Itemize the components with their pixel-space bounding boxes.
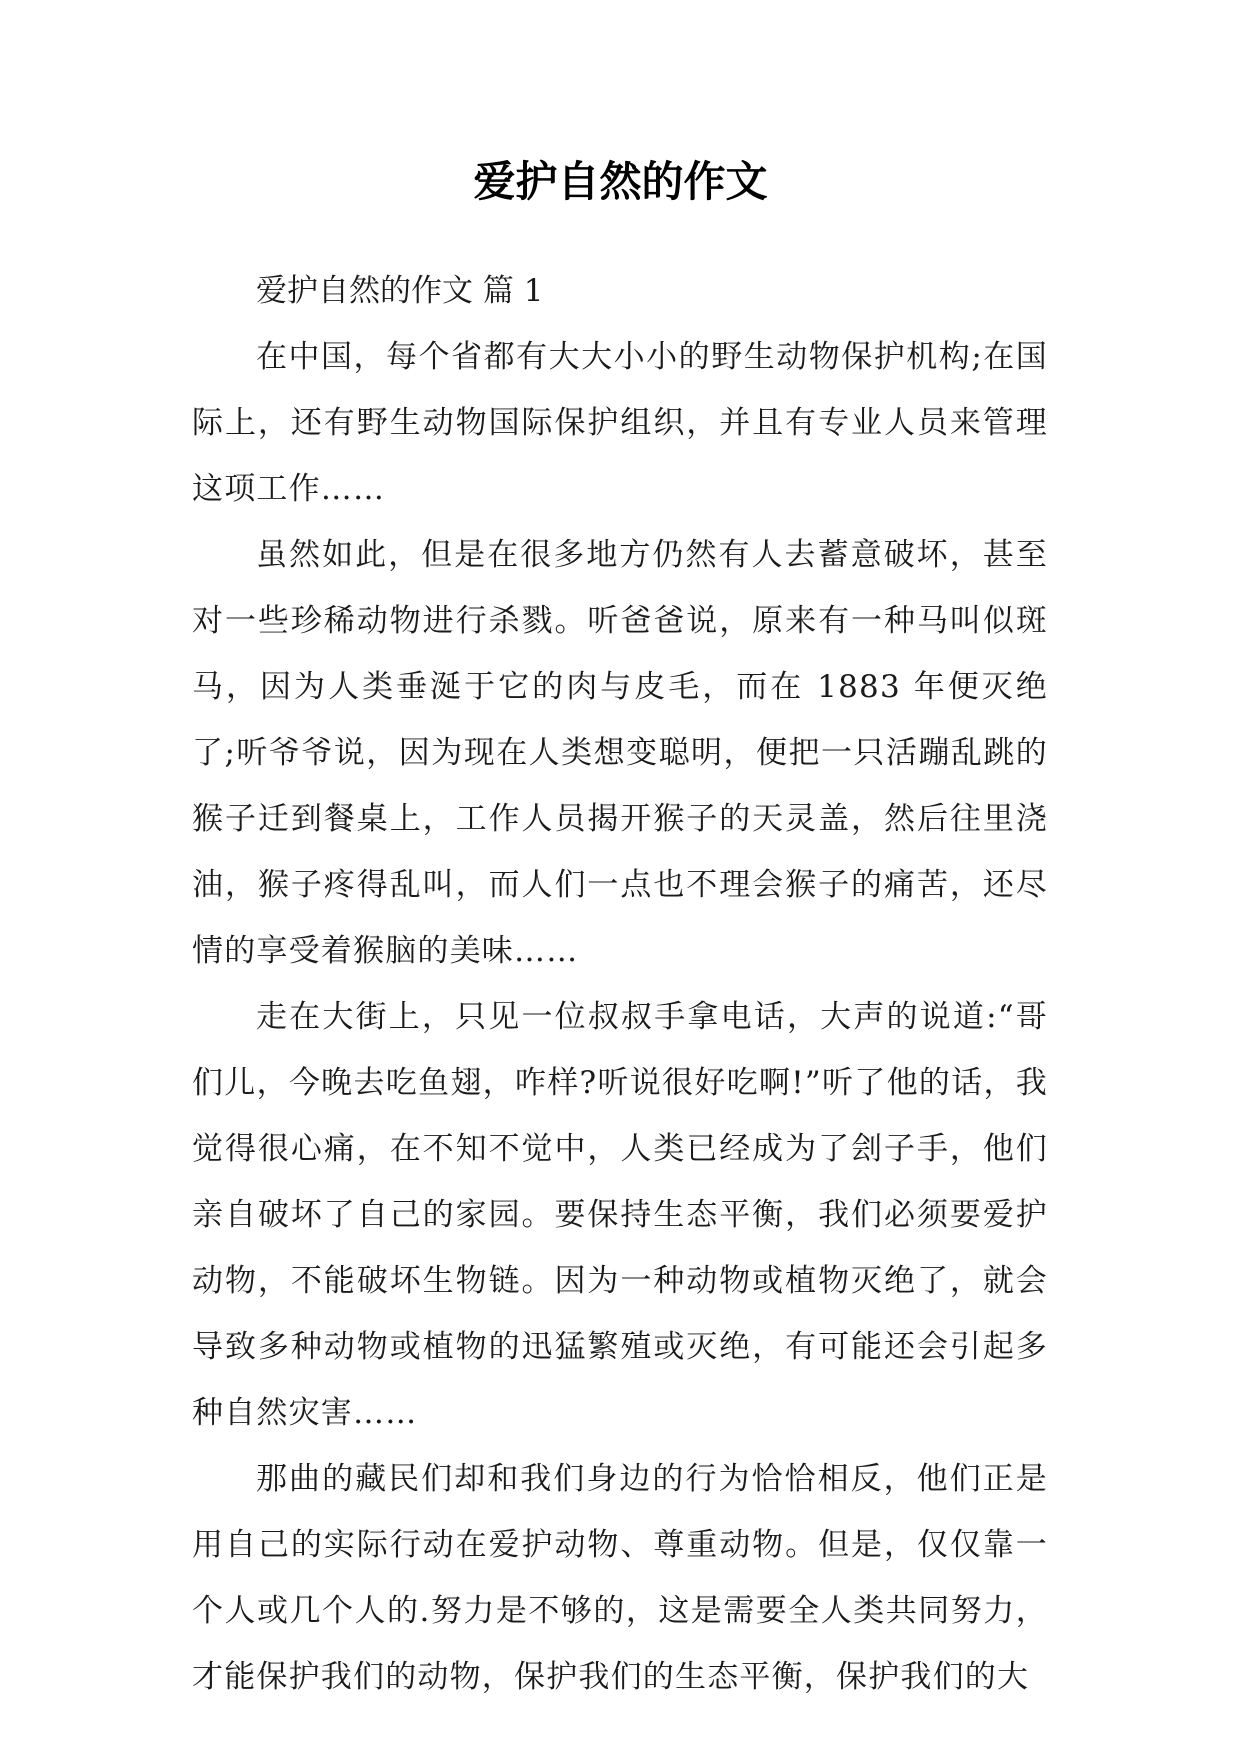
document-title: 爱护自然的作文 — [473, 157, 768, 206]
document-body — [192, 258, 1048, 1710]
paragraph-1: 在中国，每个省都有大大小小的野生动物保护机构;在国际上，还有野生动物国际保护组织，并且有专业人员来管理这项工作…… — [192, 339, 1048, 507]
paragraph-3: 走在大街上，只见一位叔叔手拿电话，大声的说道:“哥们儿，今晚去吃鱼翅，咋样?听说很好吃啊!”听了他的话，我觉得很心痛，在不知不觉中，人类已经成为了刽子手，他们亲自破坏了自己的家园。要保持生态平衡，我们必须要爱护动物，不能破坏生物链。因为一种动物或植物灭绝了，就会导致多种动物或植物的迅猛繁殖或灭绝，有可能还会引起多种自然灾害…… — [192, 999, 1048, 1431]
paragraph-2: 虽然如此，但是在很多地方仍然有人去蓄意破坏，甚至对一些珍稀动物进行杀戮。听爸爸说，原来有一种马叫似斑马，因为人类垂涎于它的肉与皮毛，而在 1883 年便灭绝了;听爷爷说，因为现在人类想变聪明，便把一只活蹦乱跳的猴子迁到餐桌上，工作人员揭开猴子的天灵盖，然后往里浇油，猴子疼得乱叫，而人们一点也不理会猴子的痛苦，还尽情的享受着猴脑的美味…… — [192, 537, 1048, 969]
section-heading: 爱护自然的作文 篇 1 — [256, 273, 544, 309]
paragraph-4: 那曲的藏民们却和我们身边的行为恰恰相反，他们正是用自己的实际行动在爱护动物、尊重动物。但是，仅仅靠一个人或几个人的.努力是不够的，这是需要全人类共同努力，才能保护我们的动物，保护我们的生态平衡，保护我们的大 — [192, 1461, 1048, 1695]
